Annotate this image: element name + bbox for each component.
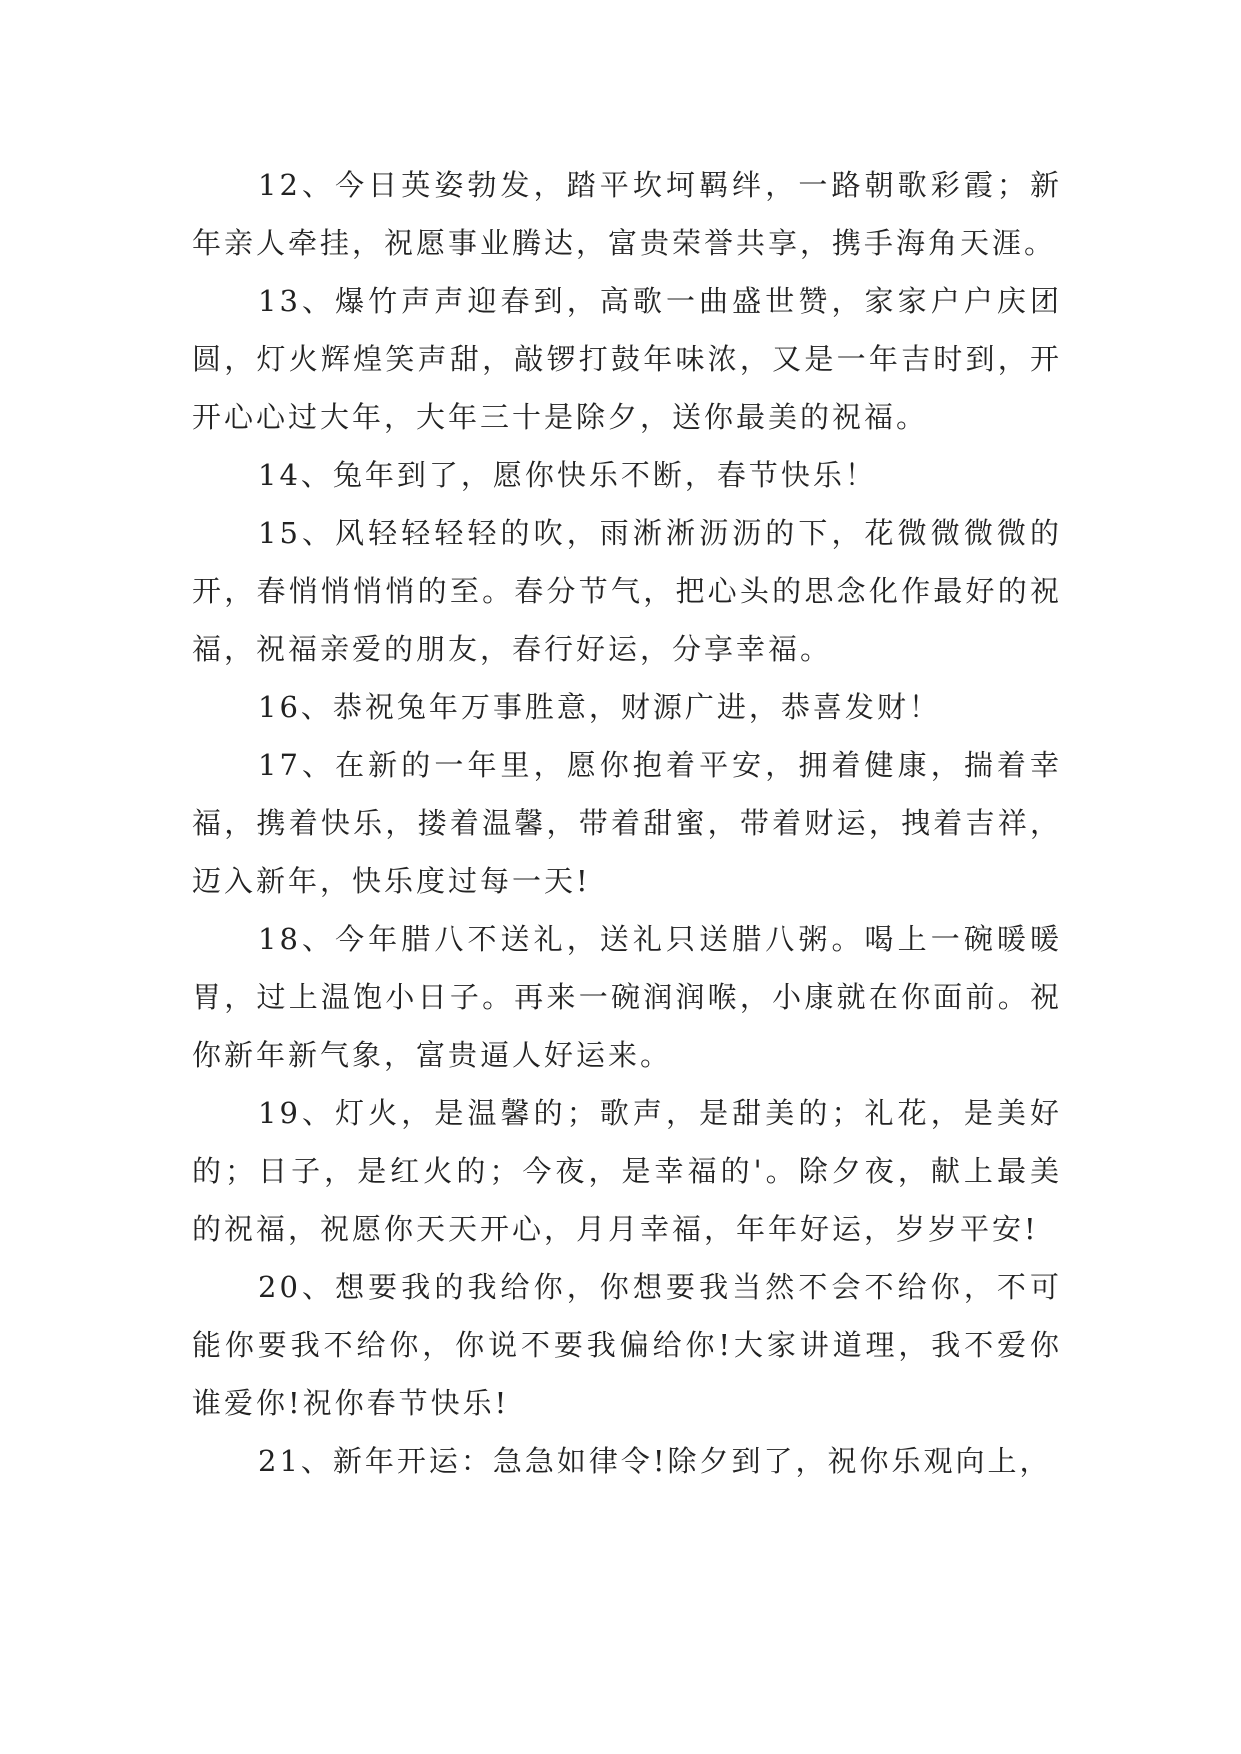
paragraph-20: 20、想要我的我给你，你想要我当然不会不给你，不可能你要我不给你，你说不要我偏给你!大家讲道理，我不爱你谁爱你!祝你春节快乐! [192,1270,1062,1420]
paragraph-13: 13、爆竹声声迎春到，高歌一曲盛世赞，家家户户庆团圆，灯火辉煌笑声甜，敲锣打鼓年味浓，又是一年吉时到，开开心心过大年，大年三十是除夕，送你最美的祝福。 [192,284,1062,434]
paragraph-18: 18、今年腊八不送礼，送礼只送腊八粥。喝上一碗暖暖胃，过上温饱小日子。再来一碗润润喉，小康就在你面前。祝你新年新气象，富贵逼人好运来。 [192,922,1062,1072]
paragraph-17: 17、在新的一年里，愿你抱着平安，拥着健康，揣着幸福，携着快乐，搂着温馨，带着甜蜜，带着财运，拽着吉祥，迈入新年，快乐度过每一天! [192,748,1062,898]
paragraph-16: 16、恭祝兔年万事胜意，财源广进，恭喜发财！ [258,690,941,724]
paragraph-15: 15、风轻轻轻轻的吹，雨淅淅沥沥的下，花微微微微的开，春悄悄悄悄的至。春分节气，把心头的思念化作最好的祝福，祝福亲爱的朋友，春行好运，分享幸福。 [192,516,1062,666]
paragraph-21: 21、新年开运：急急如律令!除夕到了，祝你乐观向上， [258,1444,1052,1478]
paragraph-19: 19、灯火，是温馨的；歌声，是甜美的；礼花，是美好的；日子，是红火的；今夜，是幸福的'。除夕夜，献上最美的祝福，祝愿你天天开心，月月幸福，年年好运，岁岁平安! [192,1096,1062,1246]
document-body [192,156,1062,1490]
paragraph-14: 14、兔年到了，愿你快乐不断，春节快乐！ [258,458,877,492]
paragraph-12: 12、今日英姿勃发，踏平坎坷羁绊，一路朝歌彩霞；新年亲人牵挂，祝愿事业腾达，富贵荣誉共享，携手海角天涯。 [192,168,1062,260]
